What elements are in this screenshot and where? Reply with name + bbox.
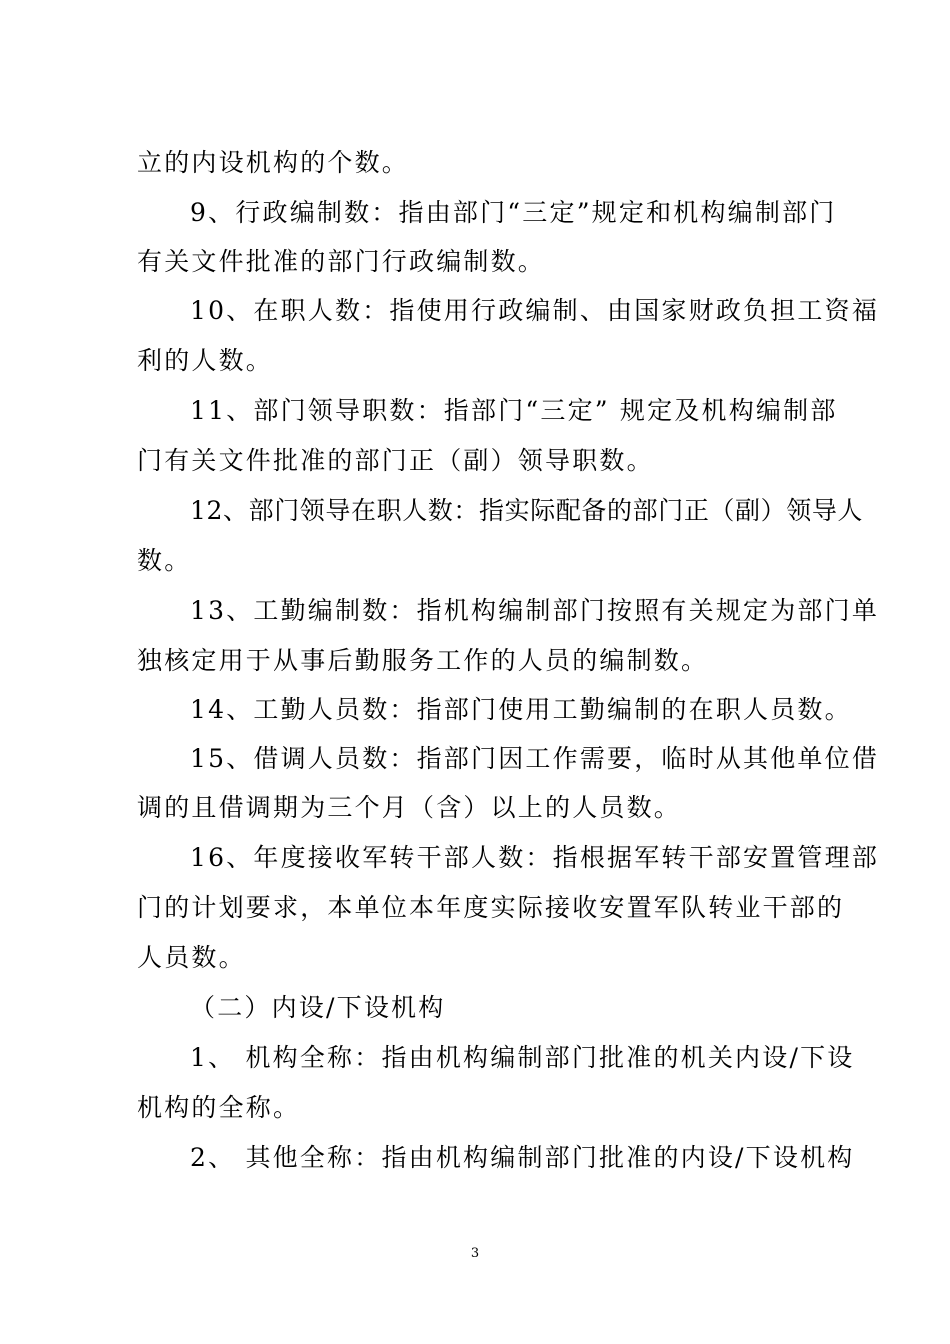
- text-line: 人员数。: [137, 943, 246, 972]
- text-line: 独核定用于从事后勤服务工作的人员的编制数。: [137, 646, 709, 675]
- text-line: 数。: [137, 546, 192, 575]
- text-line: 16、年度接收军转干部人数：指根据军转干部安置管理部: [190, 843, 880, 872]
- text-line: 利的人数。: [137, 346, 274, 375]
- text-line: 14、工勤人员数：指部门使用工勤编制的在职人员数。: [190, 695, 852, 724]
- text-line: 1、 机构全称：指由机构编制部门批准的机关内设/下设: [190, 1043, 855, 1072]
- text-line: 13、工勤编制数：指机构编制部门按照有关规定为部门单: [190, 596, 880, 625]
- text-line: 10、在职人数：指使用行政编制、由国家财政负担工资福: [190, 296, 880, 325]
- text-line: 15、借调人员数：指部门因工作需要，临时从其他单位借: [190, 744, 880, 773]
- text-line: 门有关文件批准的部门正（副）领导职数。: [137, 446, 654, 475]
- text-line: 9、行政编制数：指由部门“三定”规定和机构编制部门: [190, 198, 837, 227]
- text-line: 2、 其他全称：指由机构编制部门批准的内设/下设机构: [190, 1143, 855, 1172]
- text-line: 门的计划要求，本单位本年度实际接收安置军队转业干部的: [137, 893, 845, 922]
- page-number: 3: [470, 1246, 480, 1261]
- text-line: 调的且借调期为三个月（含）以上的人员数。: [137, 793, 682, 822]
- text-line: 12、部门领导在职人数：指实际配备的部门正（副）领导人: [190, 496, 864, 525]
- section-heading: （二）内设/下设机构: [190, 993, 446, 1022]
- text-line: 机构的全称。: [137, 1093, 301, 1122]
- text-line: 有关文件批准的部门行政编制数。: [137, 247, 546, 276]
- text-line: 11、部门领导职数：指部门“三定” 规定及机构编制部: [190, 396, 838, 425]
- text-line: 立的内设机构的个数。: [137, 148, 410, 177]
